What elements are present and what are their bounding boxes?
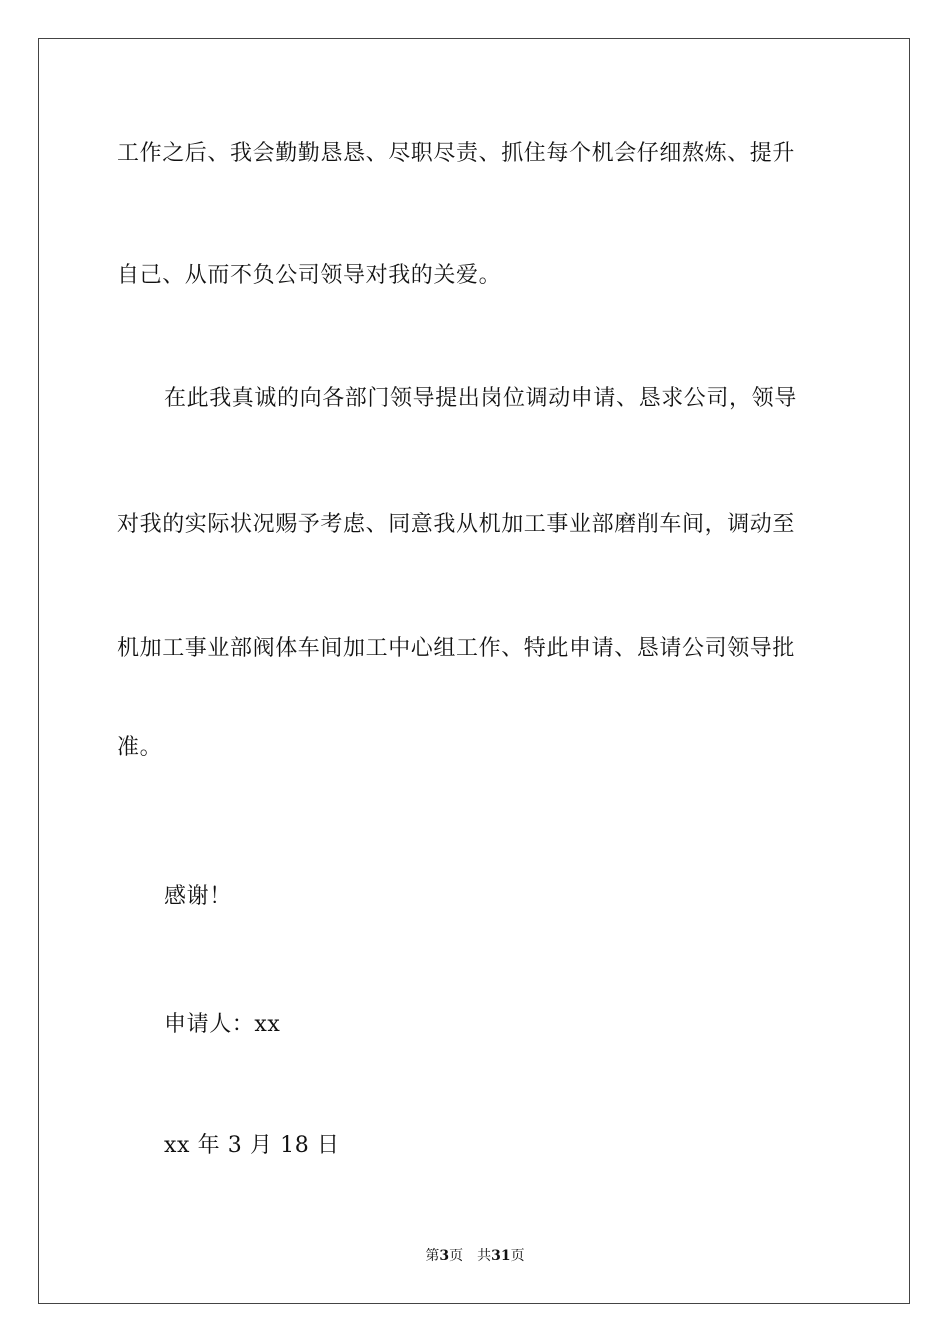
footer-total-number: 31 [491,1248,511,1264]
body-line-6: 准。 [117,735,163,760]
footer-page-prefix: 第 [425,1248,440,1264]
footer-total-suffix: 页 [510,1248,525,1264]
body-line-3: 在此我真诚的向各部门领导提出岗位调动申请、恳求公司，领导 [164,386,797,411]
page-footer [0,1246,950,1266]
body-line-1: 工作之后、我会勤勤恳恳、尽职尽责、抓住每个机会仔细熬炼、提升 [117,141,796,166]
footer-total-prefix: 共 [477,1248,492,1264]
date-line: xx 年 3 月 18 日 [164,1133,340,1158]
footer-page-number: 3 [439,1248,450,1264]
closing-thanks: 感谢！ [164,884,232,909]
body-line-4: 对我的实际状况赐予考虑、同意我从机加工事业部磨削车间，调动至 [117,512,796,537]
body-line-5: 机加工事业部阀体车间加工中心组工作、特此申请、恳请公司领导批 [117,636,796,661]
page-border [38,38,910,1304]
body-line-2: 自己、从而不负公司领导对我的关爱。 [117,263,502,288]
footer-page-suffix: 页 [449,1248,464,1264]
applicant-line: 申请人：xx [164,1012,281,1037]
